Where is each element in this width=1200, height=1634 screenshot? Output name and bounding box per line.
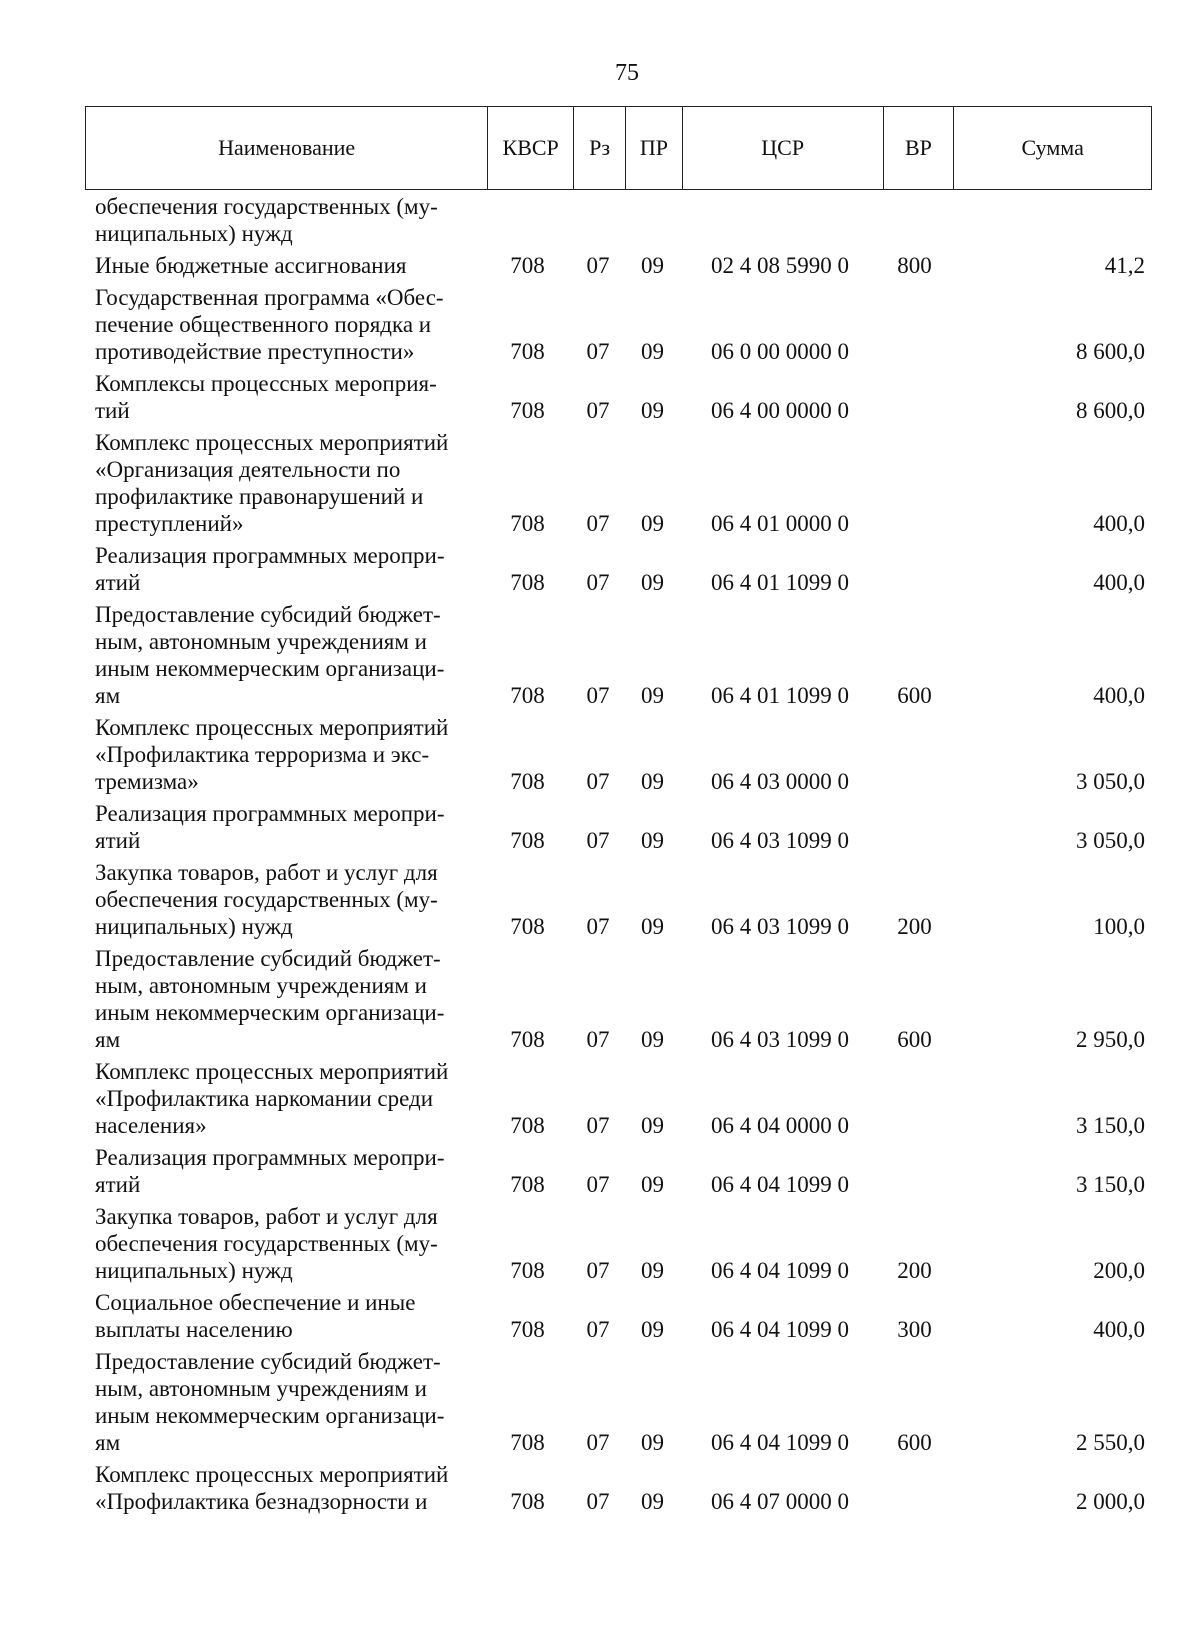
row-rz: 07 <box>586 511 610 536</box>
row-kvsr: 708 <box>510 339 545 364</box>
row-pr: 09 <box>641 1430 664 1455</box>
row-kvsr: 708 <box>510 253 545 278</box>
row-name: Реализация программных меропри- ятий <box>95 1145 445 1197</box>
row-vr: 600 <box>897 1430 932 1455</box>
row-rz: 07 <box>586 1258 610 1283</box>
row-csr: 06 4 03 0000 0 <box>711 769 849 794</box>
row-sum: 200,0 <box>1093 1258 1145 1283</box>
row-rz: 07 <box>586 339 610 364</box>
row-kvsr: 708 <box>510 398 545 423</box>
row-sum: 100,0 <box>1093 914 1145 939</box>
table-row <box>95 542 1145 596</box>
row-pr: 09 <box>641 511 664 536</box>
header-rz: Рз <box>574 107 626 189</box>
row-sum: 400,0 <box>1093 511 1145 536</box>
row-name: Закупка товаров, работ и услуг для обеспечения государственных (му- ниципальных) нужд <box>95 1204 438 1283</box>
row-rz: 07 <box>586 1489 610 1514</box>
row-kvsr: 708 <box>510 1113 545 1138</box>
row-pr: 09 <box>641 1172 664 1197</box>
row-vr: 800 <box>897 253 932 278</box>
row-name: Закупка товаров, работ и услуг для обеспечения государственных (му- ниципальных) нужд <box>95 860 438 939</box>
row-rz: 07 <box>586 1317 610 1342</box>
header-kvsr: КВСР <box>488 107 574 189</box>
row-name: Комплексы процессных мероприя- тий <box>95 371 437 423</box>
row-pr: 09 <box>641 1258 664 1283</box>
header-sum: Сумма <box>1021 135 1084 160</box>
row-sum: 2 000,0 <box>1076 1489 1145 1514</box>
row-vr: 600 <box>897 1027 932 1052</box>
row-sum: 41,2 <box>1104 253 1145 278</box>
row-name: Комплекс процессных мероприятий «Профилактика безнадзорности и <box>95 1462 449 1514</box>
row-pr: 09 <box>641 1113 664 1138</box>
row-sum: 2 950,0 <box>1076 1027 1145 1052</box>
row-sum: 3 050,0 <box>1076 828 1145 853</box>
table-row <box>95 1203 1145 1284</box>
page-number: 75 <box>615 60 639 86</box>
row-kvsr: 708 <box>510 511 545 536</box>
row-kvsr: 708 <box>510 683 545 708</box>
row-csr: 06 4 07 0000 0 <box>711 1489 849 1514</box>
row-sum: 3 150,0 <box>1076 1113 1145 1138</box>
row-csr: 06 4 04 1099 0 <box>711 1172 849 1197</box>
row-pr: 09 <box>641 253 664 278</box>
row-kvsr: 708 <box>510 570 545 595</box>
row-pr: 09 <box>641 1489 664 1514</box>
row-csr: 06 4 04 0000 0 <box>711 1113 849 1138</box>
table-row <box>95 714 1145 795</box>
row-kvsr: 708 <box>510 1027 545 1052</box>
row-name: Иные бюджетные ассигнования <box>95 253 407 278</box>
row-pr: 09 <box>641 769 664 794</box>
table-row <box>95 1461 1145 1515</box>
header-pr: ПР <box>626 107 683 189</box>
header-csr: ЦСР <box>683 107 884 189</box>
row-kvsr: 708 <box>510 1258 545 1283</box>
table-row <box>95 284 1145 365</box>
row-name: Реализация программных меропри- ятий <box>95 801 445 853</box>
row-kvsr: 708 <box>510 828 545 853</box>
row-sum: 2 550,0 <box>1076 1430 1145 1455</box>
row-vr: 600 <box>897 683 932 708</box>
table-row <box>95 1348 1145 1456</box>
table-header <box>85 106 1152 190</box>
row-kvsr: 708 <box>510 914 545 939</box>
table-row <box>95 1289 1145 1343</box>
table-row <box>95 370 1145 424</box>
row-pr: 09 <box>641 398 664 423</box>
table-row <box>95 193 1145 247</box>
row-kvsr: 708 <box>510 1430 545 1455</box>
row-rz: 07 <box>586 914 610 939</box>
row-pr: 09 <box>641 570 664 595</box>
row-name: Государственная программа «Обес- печение общественного порядка и противодействие преступности» <box>95 285 444 364</box>
row-rz: 07 <box>586 1172 610 1197</box>
row-name: Комплекс процессных мероприятий «Организация деятельности по профилактике правонарушений и преступлений» <box>95 430 449 536</box>
table-row <box>95 945 1145 1053</box>
row-sum: 400,0 <box>1093 1317 1145 1342</box>
row-rz: 07 <box>586 253 610 278</box>
row-rz: 07 <box>586 1027 610 1052</box>
row-csr: 06 4 04 1099 0 <box>711 1317 849 1342</box>
row-name: Комплекс процессных мероприятий «Профилактика наркомании среди населения» <box>95 1059 449 1138</box>
table-row <box>95 859 1145 940</box>
row-pr: 09 <box>641 1317 664 1342</box>
row-kvsr: 708 <box>510 1172 545 1197</box>
row-pr: 09 <box>641 1027 664 1052</box>
row-sum: 8 600,0 <box>1076 398 1145 423</box>
table-row <box>95 800 1145 854</box>
row-rz: 07 <box>586 828 610 853</box>
row-kvsr: 708 <box>510 1489 545 1514</box>
row-name: Социальное обеспечение и иные выплаты населению <box>95 1290 416 1342</box>
table-row <box>95 252 1145 279</box>
row-csr: 06 4 03 1099 0 <box>711 1027 849 1052</box>
row-csr: 06 4 04 1099 0 <box>711 1430 849 1455</box>
row-pr: 09 <box>641 914 664 939</box>
row-vr: 200 <box>897 1258 932 1283</box>
row-sum: 400,0 <box>1093 570 1145 595</box>
row-name: Реализация программных меропри- ятий <box>95 543 445 595</box>
row-pr: 09 <box>641 828 664 853</box>
header-vr: ВР <box>884 107 955 189</box>
row-name: Предоставление субсидий бюджет- ным, автономным учреждениям и иным некоммерческим организаци- ям <box>95 602 445 708</box>
row-sum: 3 150,0 <box>1076 1172 1145 1197</box>
row-name: Предоставление субсидий бюджет- ным, автономным учреждениям и иным некоммерческим организаци- ям <box>95 1349 445 1455</box>
row-name: Предоставление субсидий бюджет- ным, автономным учреждениям и иным некоммерческим организаци- ям <box>95 946 445 1052</box>
row-csr: 06 4 03 1099 0 <box>711 828 849 853</box>
row-rz: 07 <box>586 1430 610 1455</box>
row-sum: 3 050,0 <box>1076 769 1145 794</box>
row-sum: 400,0 <box>1093 683 1145 708</box>
row-csr: 06 4 01 1099 0 <box>711 570 849 595</box>
row-kvsr: 708 <box>510 769 545 794</box>
table-row <box>95 429 1145 537</box>
row-vr: 300 <box>897 1317 932 1342</box>
table-row <box>95 1058 1145 1139</box>
row-rz: 07 <box>586 683 610 708</box>
row-name: обеспечения государственных (му- ниципальных) нужд <box>95 194 438 246</box>
row-rz: 07 <box>586 398 610 423</box>
row-csr: 02 4 08 5990 0 <box>711 253 849 278</box>
row-rz: 07 <box>586 570 610 595</box>
row-csr: 06 4 01 0000 0 <box>711 511 849 536</box>
table-row <box>95 601 1145 709</box>
row-name: Комплекс процессных мероприятий «Профилактика терроризма и экс- тремизма» <box>95 715 449 794</box>
row-csr: 06 4 04 1099 0 <box>711 1258 849 1283</box>
row-pr: 09 <box>641 683 664 708</box>
row-kvsr: 708 <box>510 1317 545 1342</box>
table-row <box>95 1144 1145 1198</box>
header-name: Наименование <box>86 107 488 189</box>
row-vr: 200 <box>897 914 932 939</box>
row-csr: 06 4 01 1099 0 <box>711 683 849 708</box>
table-body <box>95 193 1145 1515</box>
row-rz: 07 <box>586 1113 610 1138</box>
row-csr: 06 4 03 1099 0 <box>711 914 849 939</box>
row-rz: 07 <box>586 769 610 794</box>
row-csr: 06 4 00 0000 0 <box>711 398 849 423</box>
row-pr: 09 <box>641 339 664 364</box>
row-sum: 8 600,0 <box>1076 339 1145 364</box>
row-csr: 06 0 00 0000 0 <box>711 339 849 364</box>
